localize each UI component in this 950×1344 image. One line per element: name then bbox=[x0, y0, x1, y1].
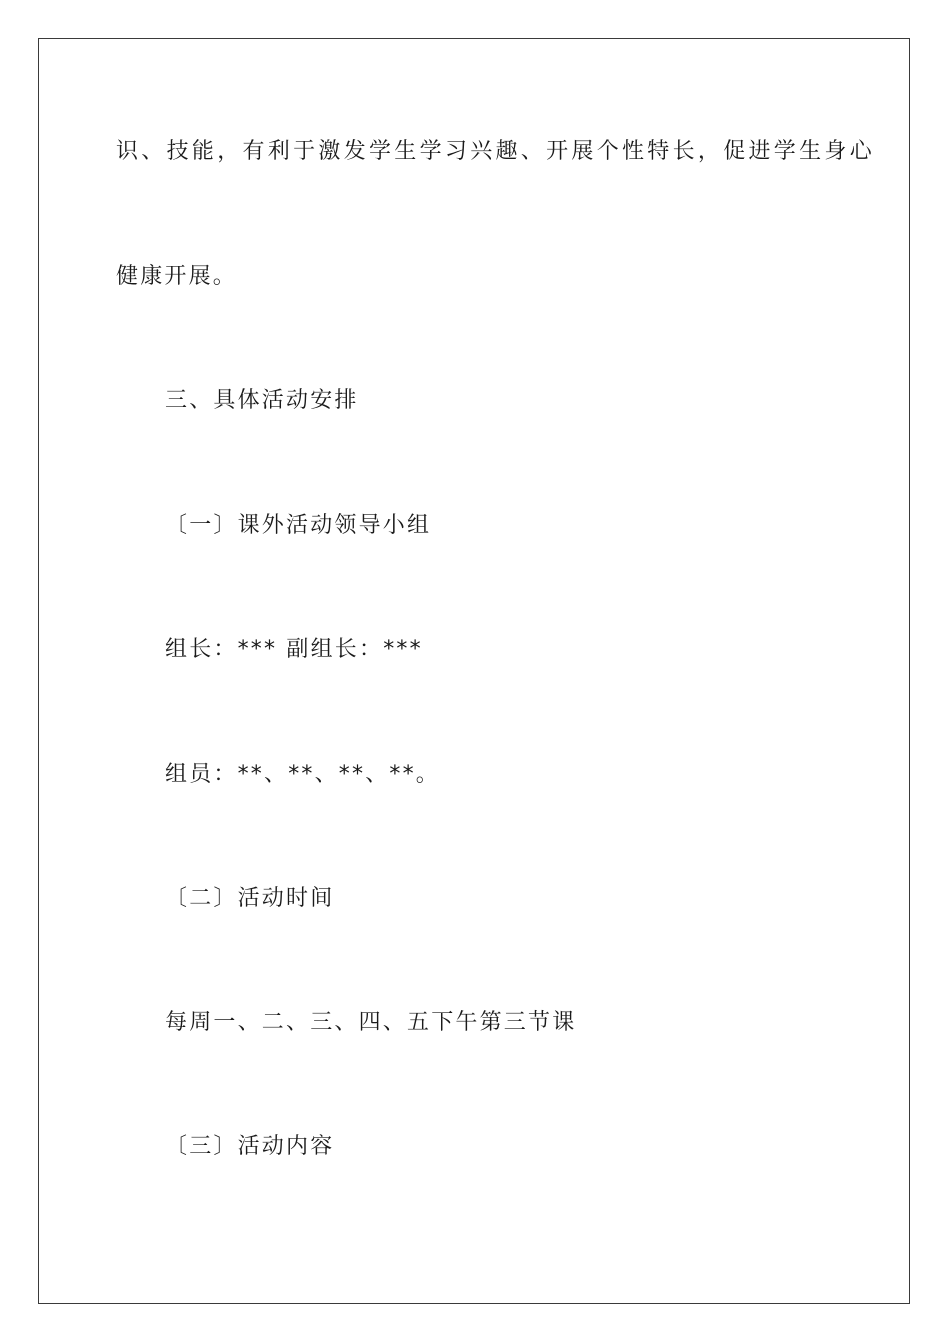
schedule-line: 每周一、二、三、四、五下午第三节课 bbox=[165, 1010, 577, 1035]
subsection-heading-3: 〔三〕活动内容 bbox=[165, 1134, 335, 1159]
subsection-heading-1: 〔一〕课外活动领导小组 bbox=[165, 513, 432, 538]
members-line: 组员：**、**、**、**。 bbox=[165, 762, 441, 787]
leader-line: 组长：*** 副组长：*** bbox=[165, 637, 423, 662]
paragraph-continuation: 识、技能，有利于激发学生学习兴趣、开展个性特长，促进学生身心 bbox=[116, 139, 876, 164]
section-heading: 三、具体活动安排 bbox=[165, 388, 359, 413]
page-border bbox=[38, 38, 910, 1304]
subsection-heading-2: 〔二〕活动时间 bbox=[165, 886, 335, 911]
paragraph-end: 健康开展。 bbox=[116, 264, 238, 289]
